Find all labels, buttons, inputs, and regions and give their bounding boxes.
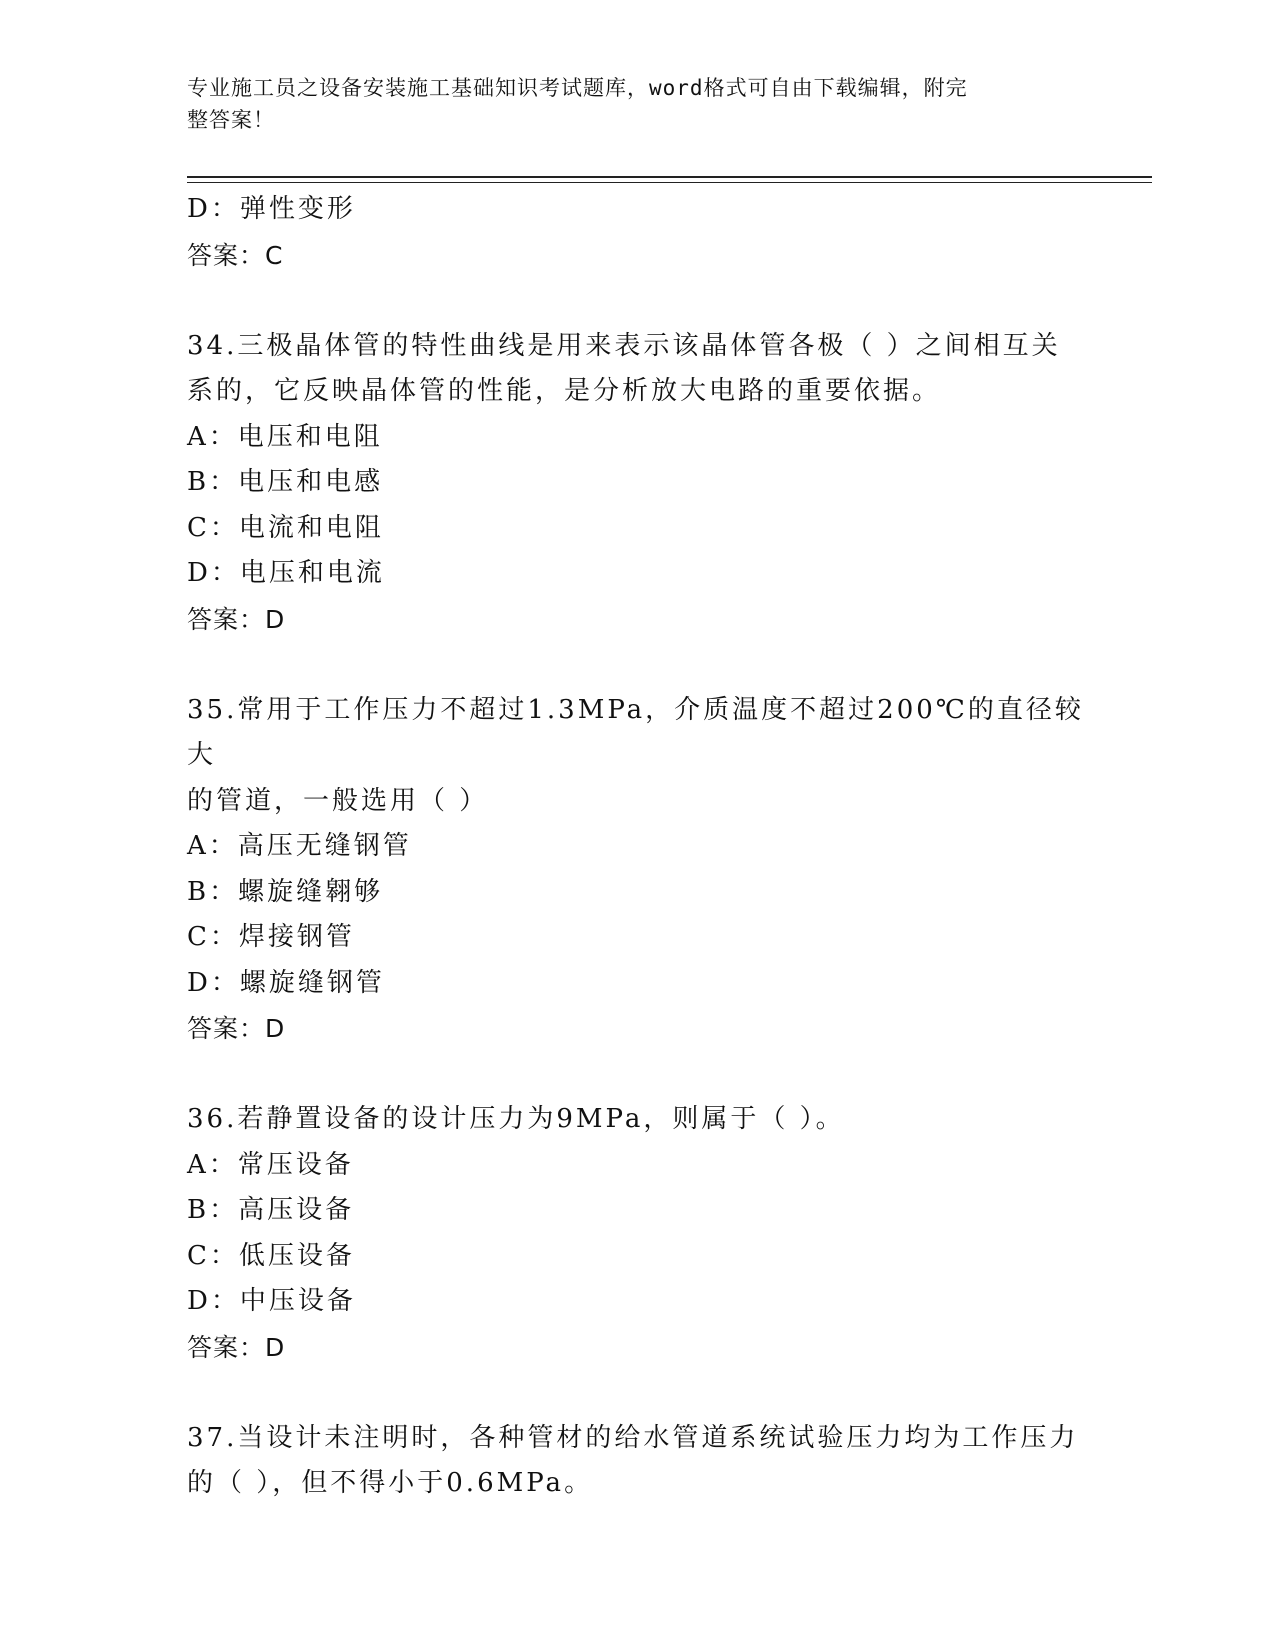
header-divider-thick [187, 176, 1152, 178]
question-list [187, 187, 1087, 1507]
prev-answer: 答案：C [187, 240, 284, 270]
question-stem-line-1: 36.若静置设备的设计压力为9MPa，则属于（ ）。 [187, 1104, 845, 1134]
option-c: C：低压设备 [187, 1240, 355, 1271]
question-stem-line-1: 34.三极晶体管的特性曲线是用来表示该晶体管各极（ ）之间相互关 [187, 330, 1061, 361]
answer: 答案：D [187, 1332, 286, 1362]
answer: 答案：D [187, 604, 286, 634]
option-a: A：常压设备 [187, 1149, 354, 1180]
header-line-2: 整答案！ [187, 108, 275, 132]
question-stem-line-1: 35.常用于工作压力不超过1.3MPa，介质温度不超过200℃的直径较大 [187, 694, 1084, 770]
spacer [187, 278, 1087, 324]
spacer [187, 642, 1087, 688]
question-36 [187, 1097, 1087, 1370]
option-d: D：中压设备 [187, 1286, 356, 1316]
header-divider-thin [187, 182, 1152, 183]
question-35 [187, 688, 1087, 1052]
option-d: D：螺旋缝钢管 [187, 967, 385, 998]
spacer [187, 1052, 1087, 1098]
option-c: C：电流和电阻 [187, 512, 384, 543]
document-header [187, 72, 1067, 136]
option-b: B：电压和电感 [187, 467, 384, 497]
spacer [187, 1370, 1087, 1416]
question-stem-line-2: 的（ ），但不得小于0.6MPa。 [187, 1468, 594, 1498]
question-stem-line-2: 的管道，一般选用（ ） [187, 785, 489, 816]
option-a: A：电压和电阻 [187, 421, 383, 452]
option-b: B：高压设备 [187, 1195, 355, 1225]
option-c: C：焊接钢管 [187, 922, 355, 952]
question-stem-line-2: 系的，它反映晶体管的性能，是分析放大电路的重要依据。 [187, 376, 942, 406]
option-d: D：电压和电流 [187, 558, 385, 588]
question-37 [187, 1416, 1087, 1507]
option-a: A：高压无缝钢管 [187, 831, 412, 861]
question-stem-line-1: 37.当设计未注明时，各种管材的给水管道系统试验压力均为工作压力 [187, 1422, 1079, 1453]
question-34 [187, 324, 1087, 643]
option-b: B：螺旋缝翱够 [187, 876, 384, 907]
prev-option-d: D：弹性变形 [187, 194, 356, 224]
answer: 答案：D [187, 1014, 286, 1043]
header-line-1: 专业施工员之设备安装施工基础知识考试题库，word格式可自由下载编辑，附完 [187, 76, 968, 100]
